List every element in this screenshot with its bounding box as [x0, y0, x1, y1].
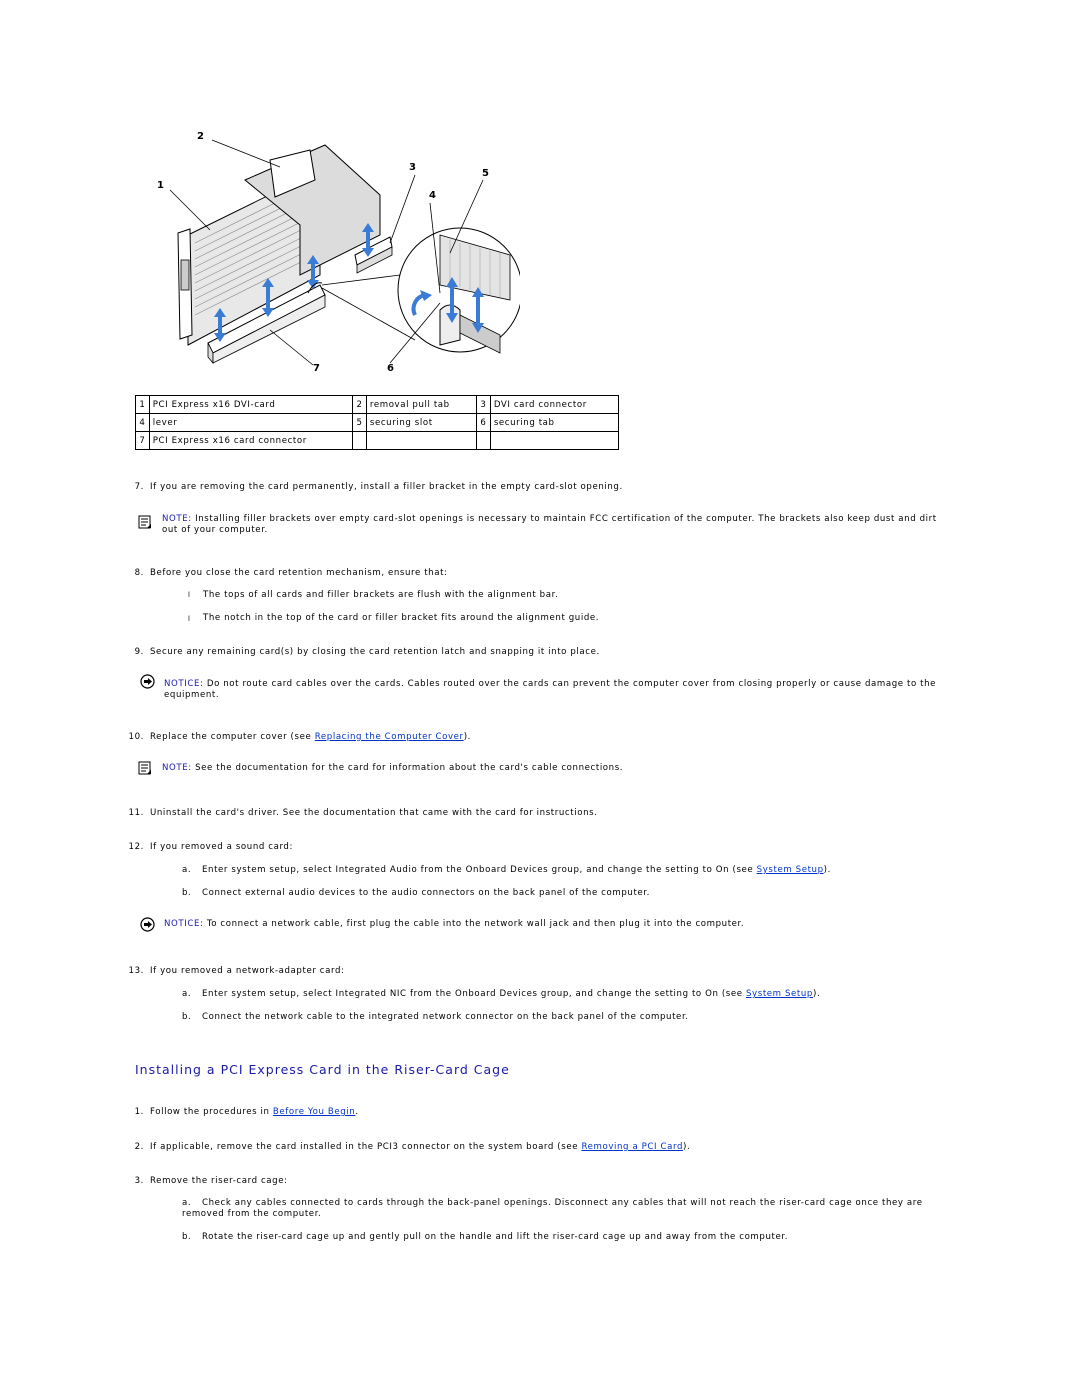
- step-text: ).: [683, 1142, 691, 1152]
- callout-5: 5: [482, 168, 490, 179]
- callout-4: 4: [429, 190, 437, 201]
- legend-label: removal pull tab: [366, 396, 476, 414]
- step-13: [118, 966, 345, 976]
- step-12: [118, 842, 293, 852]
- system-setup-link[interactable]: System Setup: [746, 989, 813, 999]
- callout-3: 3: [409, 162, 417, 173]
- legend-label: securing slot: [366, 414, 476, 432]
- step-11: [118, 808, 598, 818]
- note-icon: [138, 515, 152, 529]
- step-text: ).: [463, 732, 471, 742]
- legend-number: 7: [136, 432, 150, 450]
- section-step-1: [118, 1107, 359, 1117]
- step-7: [118, 482, 623, 492]
- removing-pci-card-link[interactable]: Removing a PCI Card: [581, 1142, 683, 1152]
- step-text: Uninstall the card's driver. See the documentation that came with the card for instructions.: [150, 808, 598, 818]
- step-number: 7.: [134, 482, 144, 492]
- step-text: Remove the riser-card cage:: [150, 1176, 288, 1186]
- section-step-3b: [182, 1232, 788, 1242]
- section-heading: Installing a PCI Express Card in the Riser-Card Cage: [135, 1062, 510, 1077]
- step-text: If you removed a sound card:: [150, 842, 293, 852]
- legend-number: 2: [353, 396, 367, 414]
- step-text: Secure any remaining card(s) by closing the card retention latch and snapping it into place.: [150, 647, 600, 657]
- section-step-2: [118, 1142, 690, 1152]
- callout-2: 2: [197, 131, 205, 142]
- figure-legend-table: [135, 395, 619, 450]
- note-label: NOTE:: [162, 763, 192, 773]
- step-13b: [182, 1012, 689, 1022]
- step-number: 10.: [128, 732, 144, 742]
- substep-text: Enter system setup, select Integrated Audio from the Onboard Devices group, and change the setting to On (see: [202, 865, 757, 875]
- legend-number: [353, 432, 367, 450]
- substep-letter: b.: [182, 1012, 192, 1022]
- notice-icon: [140, 674, 155, 689]
- step-text: Follow the procedures in: [150, 1107, 273, 1117]
- step-text: Replace the computer cover (see: [150, 732, 315, 742]
- legend-label: DVI card connector: [490, 396, 618, 414]
- before-you-begin-link[interactable]: Before You Begin: [272, 1107, 356, 1117]
- legend-label: lever: [149, 414, 352, 432]
- step-13a: [182, 989, 820, 999]
- substep-text: ).: [823, 865, 831, 875]
- legend-number: 1: [136, 396, 150, 414]
- substep-text: Connect the network cable to the integrated network connector on the back panel of the computer.: [202, 1012, 689, 1022]
- legend-label: [490, 432, 618, 450]
- step-number: 1.: [134, 1107, 144, 1117]
- substep-text: Rotate the riser-card cage up and gently pull on the handle and lift the riser-card cage up and away from the computer.: [202, 1232, 789, 1242]
- callout-1: 1: [157, 180, 165, 191]
- note-filler-brackets: [162, 514, 942, 536]
- substep-letter: b.: [182, 888, 192, 898]
- step-9: [118, 647, 600, 657]
- section-step-3: [118, 1176, 288, 1186]
- legend-label: PCI Express x16 card connector: [149, 432, 352, 450]
- substep-text: ).: [813, 989, 821, 999]
- step-text: If you removed a network-adapter card:: [150, 966, 345, 976]
- bullet-marker: l: [188, 591, 191, 599]
- notice-label: NOTICE:: [164, 679, 204, 689]
- notice-network-cable: [164, 919, 944, 930]
- step-number: 3.: [134, 1176, 144, 1186]
- legend-label: [366, 432, 476, 450]
- replacing-cover-link[interactable]: Replacing the Computer Cover: [314, 732, 464, 742]
- substep-letter: b.: [182, 1232, 192, 1242]
- substep-letter: a.: [182, 865, 192, 875]
- step-10: [118, 732, 471, 742]
- legend-row: [136, 414, 619, 432]
- step-text: If applicable, remove the card installed in the PCI3 connector on the system board (see: [150, 1142, 582, 1152]
- step-8-bullet-1: The tops of all cards and filler brackets are flush with the alignment bar.: [203, 590, 559, 600]
- legend-number: 5: [353, 414, 367, 432]
- legend-number: [477, 432, 491, 450]
- legend-number: 6: [477, 414, 491, 432]
- legend-label: PCI Express x16 DVI-card: [149, 396, 352, 414]
- notice-text: To connect a network cable, first plug the cable into the network wall jack and then plug it into the computer.: [203, 919, 745, 929]
- step-text: .: [355, 1107, 359, 1117]
- note-icon: [138, 761, 152, 775]
- substep-text: Check any cables connected to cards through the back-panel openings. Disconnect any cables that will not reach the riser-card cage once they are removed from the computer.: [182, 1198, 923, 1219]
- substep-text: Connect external audio devices to the audio connectors on the back panel of the computer.: [202, 888, 650, 898]
- step-text: Before you close the card retention mechanism, ensure that:: [150, 568, 448, 578]
- system-setup-link[interactable]: System Setup: [756, 865, 824, 875]
- legend-row: [136, 432, 619, 450]
- step-number: 8.: [134, 568, 144, 578]
- bullet-marker: l: [188, 615, 191, 623]
- substep-letter: a.: [182, 989, 192, 999]
- step-text: If you are removing the card permanently, install a filler bracket in the empty card-slot opening.: [150, 482, 623, 492]
- substep-text: Enter system setup, select Integrated NIC from the Onboard Devices group, and change the setting to On (see: [202, 989, 746, 999]
- callout-7: 7: [313, 363, 321, 374]
- legend-number: 4: [136, 414, 150, 432]
- step-12a: [182, 865, 831, 875]
- step-number: 2.: [134, 1142, 144, 1152]
- card-installation-diagram: [150, 125, 520, 380]
- step-8-bullet-2: The notch in the top of the card or filler bracket fits around the alignment guide.: [203, 613, 600, 623]
- legend-label: securing tab: [490, 414, 618, 432]
- substep-letter: a.: [182, 1198, 192, 1208]
- note-text: See the documentation for the card for information about the card's cable connections.: [191, 763, 624, 773]
- note-text: Installing filler brackets over empty card-slot openings is necessary to maintain FCC certification of the computer. The brackets also keep dust and dirt out of your computer.: [162, 514, 937, 535]
- notice-icon: [140, 917, 155, 932]
- step-number: 13.: [128, 966, 144, 976]
- step-number: 12.: [128, 842, 144, 852]
- legend-number: 3: [477, 396, 491, 414]
- note-card-documentation: [162, 763, 942, 774]
- step-number: 11.: [128, 808, 144, 818]
- step-12b: [182, 888, 650, 898]
- step-8: [118, 568, 448, 578]
- note-label: NOTE:: [162, 514, 192, 524]
- callout-6: 6: [387, 363, 395, 374]
- notice-text: Do not route card cables over the cards. Cables routed over the cards can prevent the computer cover from closing properly or cause damage to the equipment.: [164, 679, 937, 700]
- notice-card-cables: [164, 679, 944, 701]
- legend-row: [136, 396, 619, 414]
- step-number: 9.: [134, 647, 144, 657]
- section-step-3a: [182, 1198, 942, 1220]
- notice-label: NOTICE:: [164, 919, 204, 929]
